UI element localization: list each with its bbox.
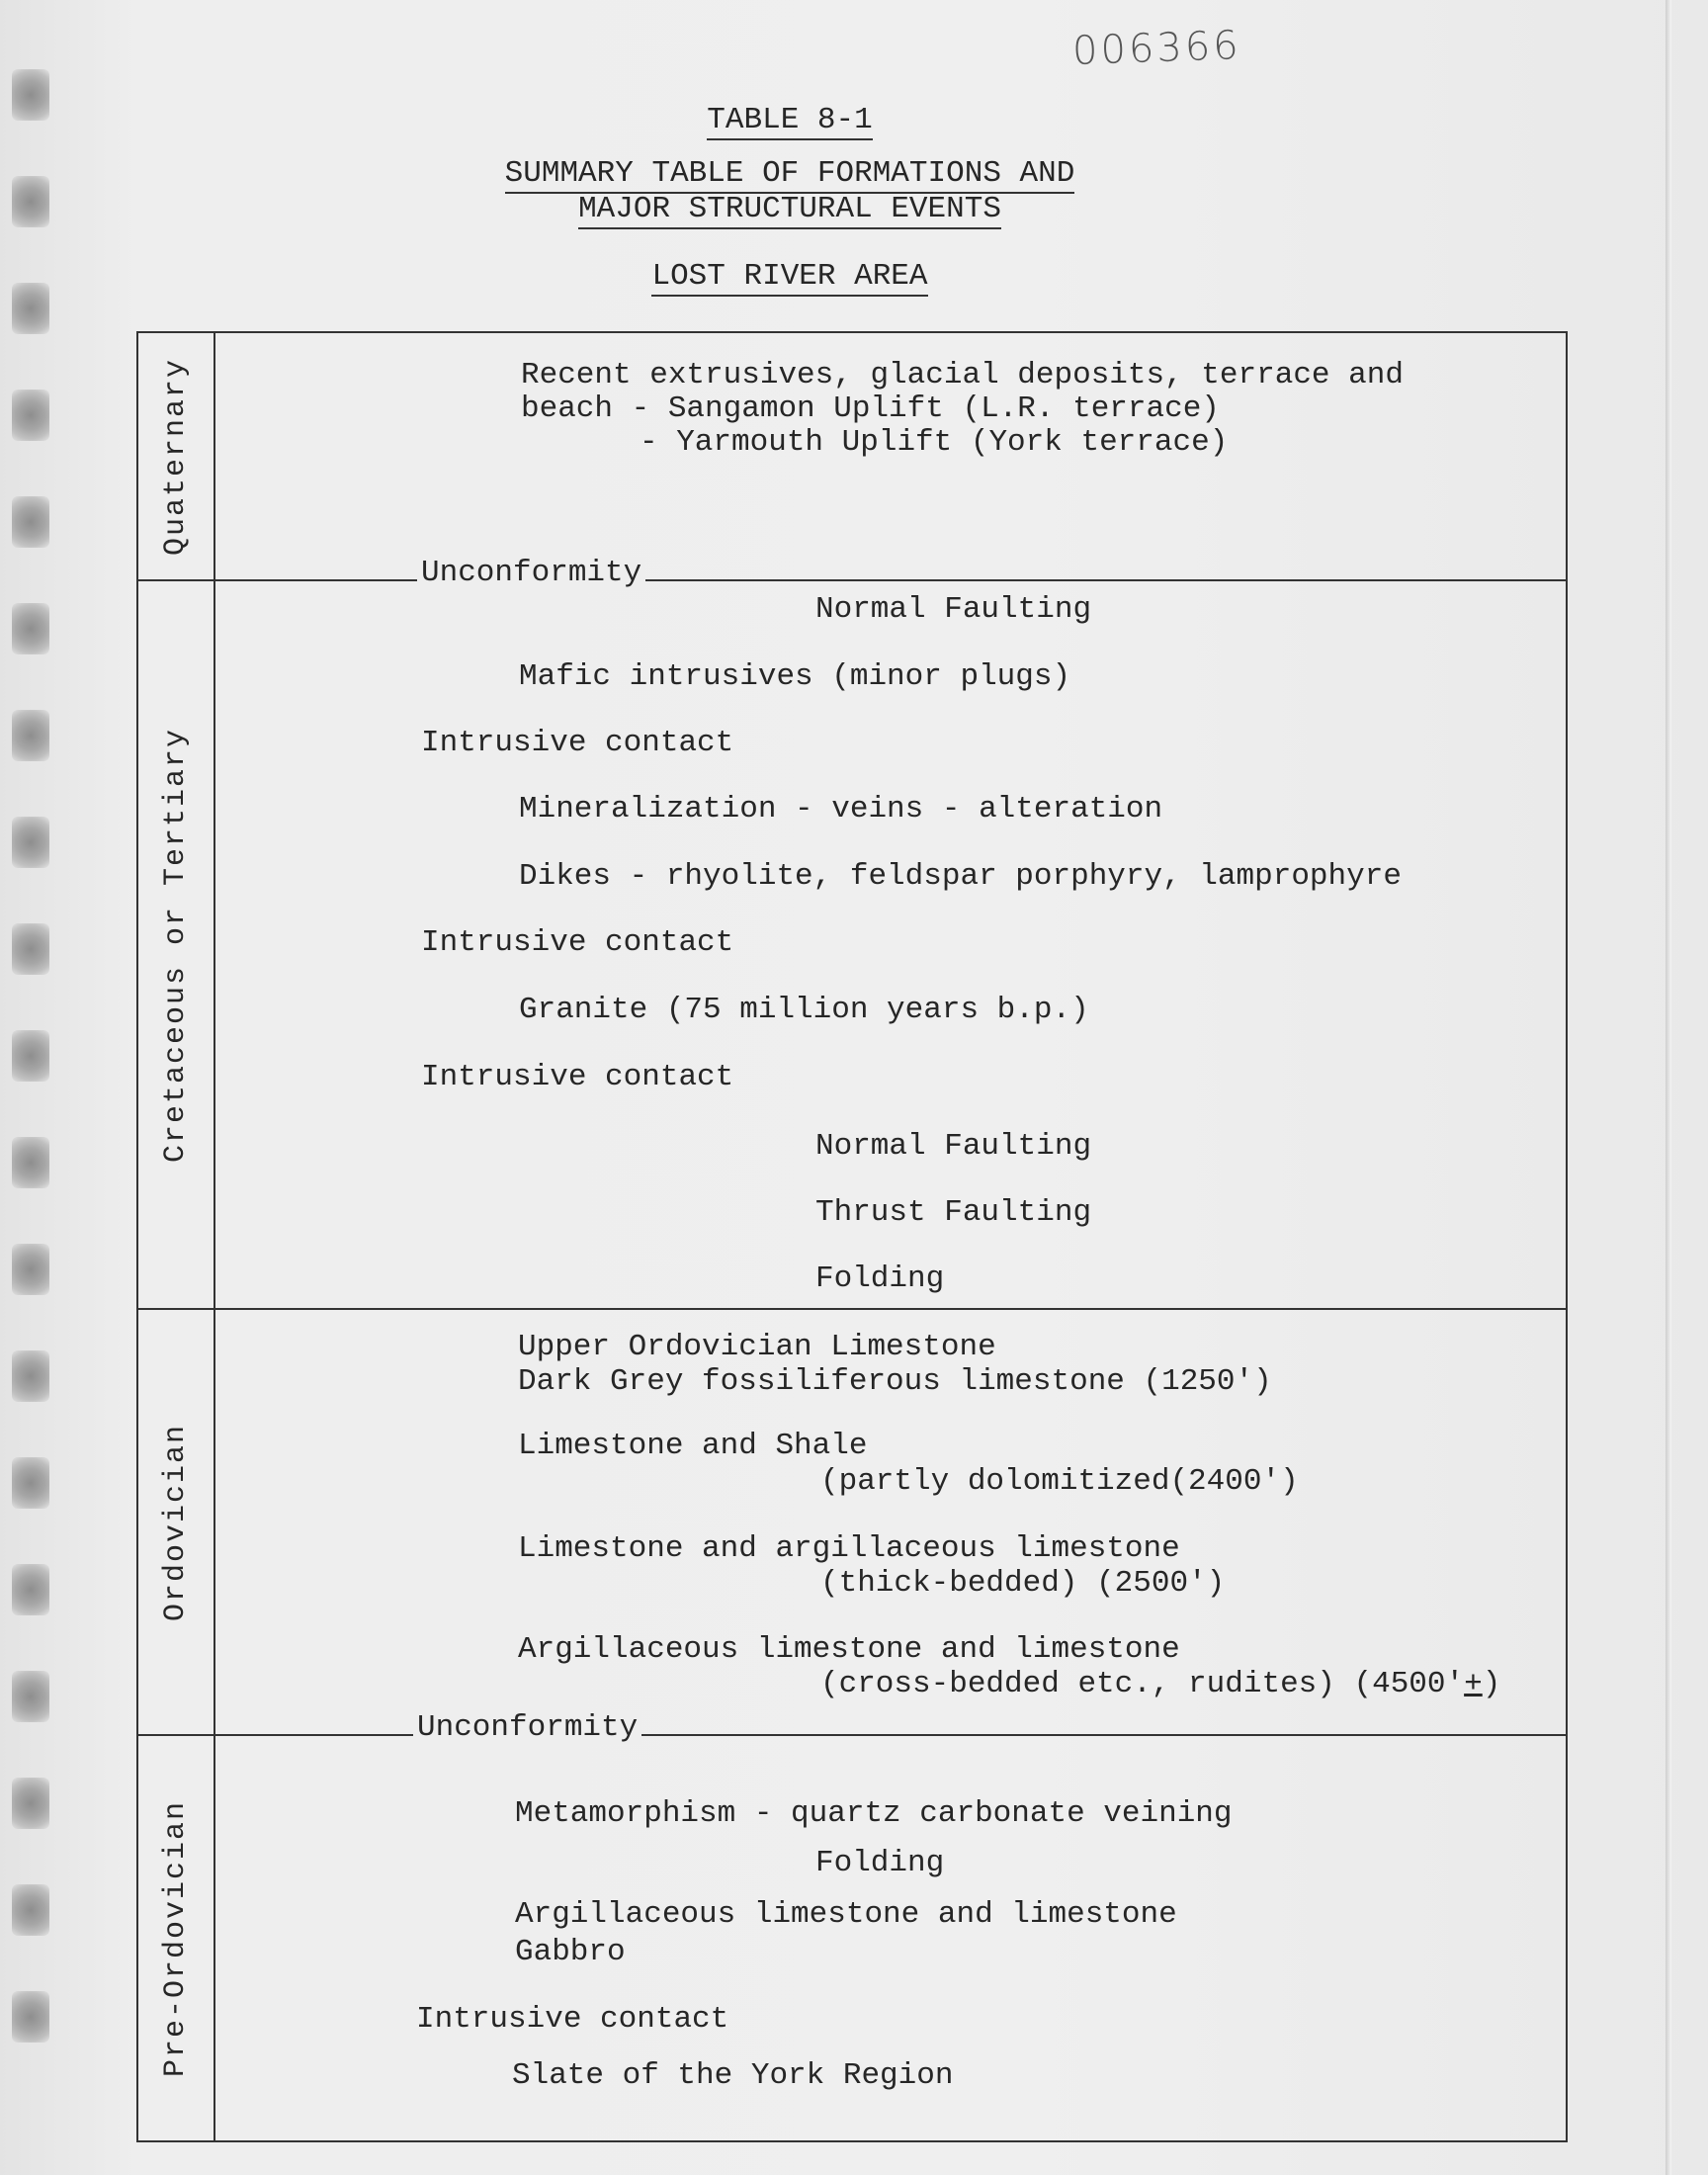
era-label-ordovician: Ordovician (159, 1423, 193, 1621)
binding-holes (12, 59, 51, 2155)
row-divider-cretaceous (136, 1308, 1568, 1310)
binding-hole (12, 1030, 49, 1082)
binding-hole (12, 1778, 49, 1829)
argillaceous-limestone-note: (cross-bedded etc., rudites) (4500'+) (820, 1667, 1501, 1701)
binding-hole (12, 390, 49, 441)
row-divider-quaternary (136, 579, 1568, 581)
binding-hole (12, 1350, 49, 1402)
limestone-and-shale: Limestone and Shale (518, 1429, 868, 1463)
upper-ordovician-limestone: Upper Ordovician Limestone (518, 1330, 996, 1364)
era-label-quaternary: Quaternary (159, 357, 193, 556)
mineralization: Mineralization - veins - alteration (519, 792, 1163, 826)
quaternary-line-2: beach - Sangamon Uplift (L.R. terrace) (521, 392, 1220, 426)
folding-pre-ordovician: Folding (815, 1846, 945, 1880)
mafic-intrusives: Mafic intrusives (minor plugs) (519, 659, 1071, 694)
dikes: Dikes - rhyolite, feldspar porphyry, lamprophyre (519, 859, 1402, 894)
normal-faulting-upper: Normal Faulting (815, 592, 1092, 627)
table-number: TABLE 8-1 (0, 103, 1580, 137)
binding-hole (12, 1884, 49, 1936)
intrusive-contact-1: Intrusive contact (421, 726, 734, 760)
quaternary-line-1: Recent extrusives, glacial deposits, terrace and (521, 358, 1404, 392)
quaternary-line-3: - Yarmouth Uplift (York terrace) (640, 425, 1229, 460)
gabbro: Gabbro (515, 1935, 626, 1969)
slate-york-region: Slate of the York Region (512, 2058, 954, 2093)
granite: Granite (75 million years b.p.) (519, 993, 1089, 1027)
document-number-stamp: 006366 (1071, 23, 1242, 74)
binding-hole (12, 817, 49, 868)
limestone-argillaceous-note: (thick-bedded) (2500') (820, 1566, 1226, 1601)
binding-hole (12, 603, 49, 654)
unconformity-label-upper: Unconformity (417, 557, 645, 590)
binding-hole (12, 1564, 49, 1615)
era-label-pre-ordovician: Pre-Ordovician (159, 1799, 194, 2077)
binding-hole (12, 496, 49, 548)
limestone-argillaceous: Limestone and argillaceous limestone (518, 1531, 1180, 1566)
unconformity-label-lower: Unconformity (413, 1711, 641, 1745)
era-label-cretaceous-tertiary: Cretaceous or Tertiary (159, 727, 194, 1163)
binding-hole (12, 1991, 49, 2043)
argillaceous-limestone: Argillaceous limestone and limestone (518, 1632, 1180, 1667)
binding-hole (12, 1671, 49, 1722)
intrusive-contact-3: Intrusive contact (421, 1060, 734, 1094)
limestone-and-shale-note: (partly dolomitized(2400') (820, 1464, 1299, 1499)
normal-faulting-lower: Normal Faulting (815, 1129, 1092, 1164)
area-title: LOST RIVER AREA (0, 259, 1580, 294)
thrust-faulting: Thrust Faulting (815, 1195, 1092, 1230)
intrusive-contact-2: Intrusive contact (421, 925, 734, 960)
binding-hole (12, 1137, 49, 1188)
table-title-line-2: MAJOR STRUCTURAL EVENTS (0, 192, 1580, 226)
folding-cretaceous: Folding (815, 1262, 945, 1296)
intrusive-contact-pre: Intrusive contact (416, 2002, 729, 2037)
binding-hole (12, 1244, 49, 1295)
argillaceous-limestone-pre: Argillaceous limestone and limestone (515, 1897, 1177, 1932)
row-divider-ordovician (136, 1734, 1568, 1736)
dark-grey-limestone: Dark Grey fossiliferous limestone (1250') (518, 1364, 1272, 1399)
binding-hole (12, 1457, 49, 1509)
binding-hole (12, 710, 49, 761)
metamorphism: Metamorphism - quartz carbonate veining (515, 1796, 1233, 1831)
page-edge (1665, 0, 1671, 2175)
binding-hole (12, 923, 49, 975)
table-title-line-1: SUMMARY TABLE OF FORMATIONS AND (0, 156, 1580, 191)
